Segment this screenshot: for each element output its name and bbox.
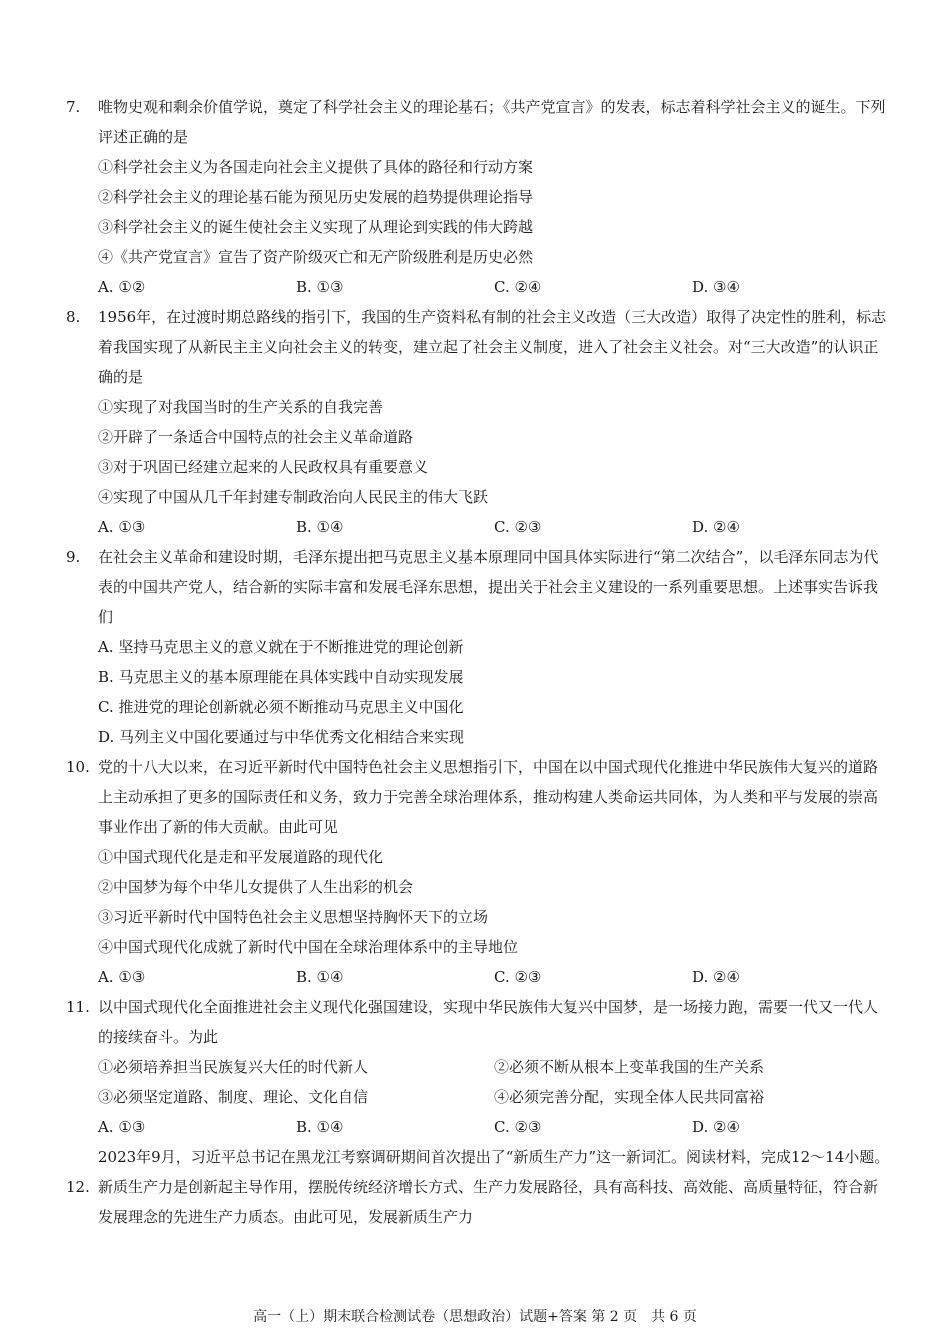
question-number: 7. (66, 98, 81, 116)
question-10 (0, 752, 950, 992)
choice-d: D. ②④ (692, 518, 740, 536)
statement-item: ②必须不断从根本上变革我国的生产关系 (494, 1058, 765, 1076)
statement-item: ②开辟了一条适合中国特点的社会主义革命道路 (98, 428, 414, 446)
question-number: 10. (66, 758, 90, 776)
choice-b: B. ①④ (296, 968, 344, 986)
statement-item: ①实现了对我国当时的生产关系的自我完善 (98, 398, 384, 416)
option-d: D. 马列主义中国化要通过与中华优秀文化相结合来实现 (98, 728, 465, 746)
question-11 (0, 992, 950, 1142)
choice-d: D. ②④ (692, 968, 740, 986)
question-number: 9. (66, 548, 81, 566)
statement-item: ④实现了中国从几千年封建专制政治向人民民主的伟大飞跃 (98, 488, 489, 506)
option-b: B. 马克思主义的基本原理能在具体实践中自动实现发展 (98, 668, 464, 686)
choice-d: D. ③④ (692, 278, 740, 296)
choice-a: A. ①③ (98, 1118, 146, 1136)
statement-row (98, 1082, 890, 1112)
question-12 (0, 1172, 950, 1232)
choice-c: C. ②③ (494, 968, 542, 986)
question-number: 8. (66, 308, 81, 326)
question-stem: 新质生产力是创新起主导作用，摆脱传统经济增长方式、生产力发展路径，具有高科技、高效能、高质量特征，符合新发展理念的先进生产力质态。由此可见，发展新质生产力 (98, 1178, 879, 1226)
material-intro: 2023年9月，习近平总书记在黑龙江考察调研期间首次提出了“新质生产力”这一新词汇。阅读材料，完成12～14小题。 (98, 1148, 890, 1166)
choice-c: C. ②③ (494, 518, 542, 536)
statement-item: ③习近平新时代中国特色社会主义思想坚持胸怀天下的立场 (98, 908, 489, 926)
statement-item: ④必须完善分配，实现全体人民共同富裕 (494, 1088, 765, 1106)
statement-item: ③对于巩固已经建立起来的人民政权具有重要意义 (98, 458, 429, 476)
choice-c: C. ②③ (494, 1118, 542, 1136)
statement-item: ①必须培养担当民族复兴大任的时代新人 (98, 1058, 369, 1076)
choice-d: D. ②④ (692, 1118, 740, 1136)
statement-row (98, 1052, 890, 1082)
statement-item: ③必须坚定道路、制度、理论、文化自信 (98, 1088, 369, 1106)
question-9 (0, 542, 950, 752)
option-a: A. 坚持马克思主义的意义就在于不断推进党的理论创新 (98, 638, 464, 656)
choice-a: A. ①③ (98, 968, 146, 986)
question-7 (0, 92, 950, 302)
statement-item: ②科学社会主义的理论基石能为预见历史发展的趋势提供理论指导 (98, 188, 534, 206)
statement-item: ②中国梦为每个中华儿女提供了人生出彩的机会 (98, 878, 414, 896)
question-stem: 在社会主义革命和建设时期，毛泽东提出把马克思主义基本原理同中国具体实际进行“第二次结合”，以毛泽东同志为代表的中国共产党人，结合新的实际丰富和发展毛泽东思想，提出关于社会主义建设的一系列重要思想。上述事实告诉我们 (98, 548, 879, 626)
question-stem: 以中国式现代化全面推进社会主义现代化强国建设，实现中华民族伟大复兴中国梦，是一场接力跑，需要一代又一代人的接续奋斗。为此 (98, 998, 879, 1046)
choice-b: B. ①④ (296, 518, 344, 536)
question-stem: 唯物史观和剩余价值学说，奠定了科学社会主义的理论基石；《共产党宣言》的发表，标志着科学社会主义的诞生。下列评述正确的是 (98, 98, 886, 146)
question-number: 11. (66, 998, 90, 1016)
choice-c: C. ②④ (494, 278, 542, 296)
question-8 (0, 302, 950, 542)
answer-choices (98, 272, 890, 302)
choice-a: A. ①③ (98, 518, 146, 536)
statement-item: ①中国式现代化是走和平发展道路的现代化 (98, 848, 384, 866)
choice-a: A. ①② (98, 278, 146, 296)
answer-choices (98, 1112, 890, 1142)
question-stem: 党的十八大以来，在习近平新时代中国特色社会主义思想指引下，中国在以中国式现代化推进中华民族伟大复兴的道路上主动承担了更多的国际责任和义务，致力于完善全球治理体系，推动构建人类命运共同体，为人类和平与发展的崇高事业作出了新的伟大贡献。由此可见 (98, 758, 879, 836)
choice-b: B. ①④ (296, 1118, 344, 1136)
statement-item: ③科学社会主义的诞生使社会主义实现了从理论到实践的伟大跨越 (98, 218, 534, 236)
statement-item: ①科学社会主义为各国走向社会主义提供了具体的路径和行动方案 (98, 158, 534, 176)
statement-item: ④《共产党宣言》宣告了资产阶级灭亡和无产阶级胜利是历史必然 (98, 248, 534, 266)
exam-page (0, 92, 950, 1232)
statement-item: ④中国式现代化成就了新时代中国在全球治理体系中的主导地位 (98, 938, 519, 956)
option-c: C. 推进党的理论创新就必须不断推动马克思主义中国化 (98, 698, 464, 716)
answer-choices (98, 962, 890, 992)
page-footer: 高一（上）期末联合检测试卷（思想政治）试题+答案 第 2 页 共 6 页 (253, 1309, 697, 1325)
question-stem: 1956年，在过渡时期总路线的指引下，我国的生产资料私有制的社会主义改造（三大改造）取得了决定性的胜利，标志着我国实现了从新民主主义向社会主义的转变，建立起了社会主义制度，进入了社会主义社会。对“三大改造”的认识正确的是 (98, 308, 887, 386)
choice-b: B. ①③ (296, 278, 344, 296)
answer-choices (98, 512, 890, 542)
question-number: 12. (66, 1178, 90, 1196)
